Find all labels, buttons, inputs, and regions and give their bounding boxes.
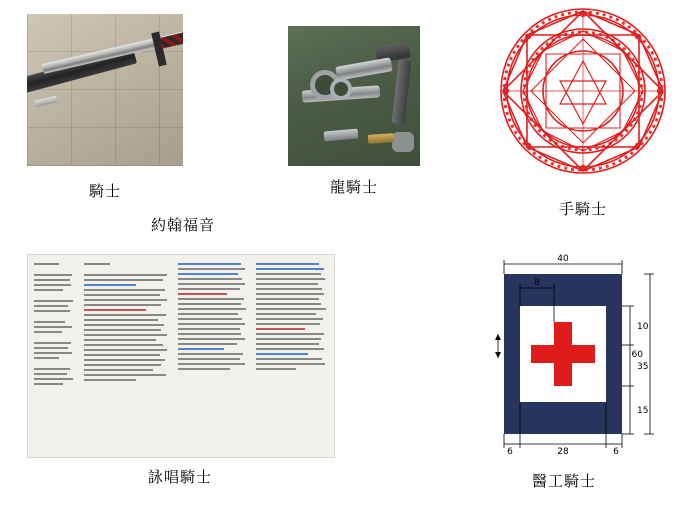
svg-text:28: 28 [557,447,569,456]
svg-text:6: 6 [507,447,513,456]
svg-text:8: 8 [534,278,540,288]
svg-text:60: 60 [631,350,643,360]
red-cross-diagram [474,250,654,456]
svg-text:40: 40 [557,254,569,264]
svg-text:10: 10 [637,322,649,332]
caption-dragon-knight: 龍騎士 [329,178,378,196]
caption-hand-knight: 手騎士 [558,200,607,218]
svg-text:15: 15 [637,406,649,416]
caption-medic-knight: 醫工騎士 [531,472,596,490]
group-caption-john-gospel: 約翰福音 [150,216,215,234]
svg-text:35: 35 [637,362,649,372]
caption-knight: 騎士 [88,182,121,200]
red-cross-diagram-svg [474,250,654,456]
caption-chanting-knight: 詠唱騎士 [147,468,212,486]
svg-text:6: 6 [613,447,619,456]
